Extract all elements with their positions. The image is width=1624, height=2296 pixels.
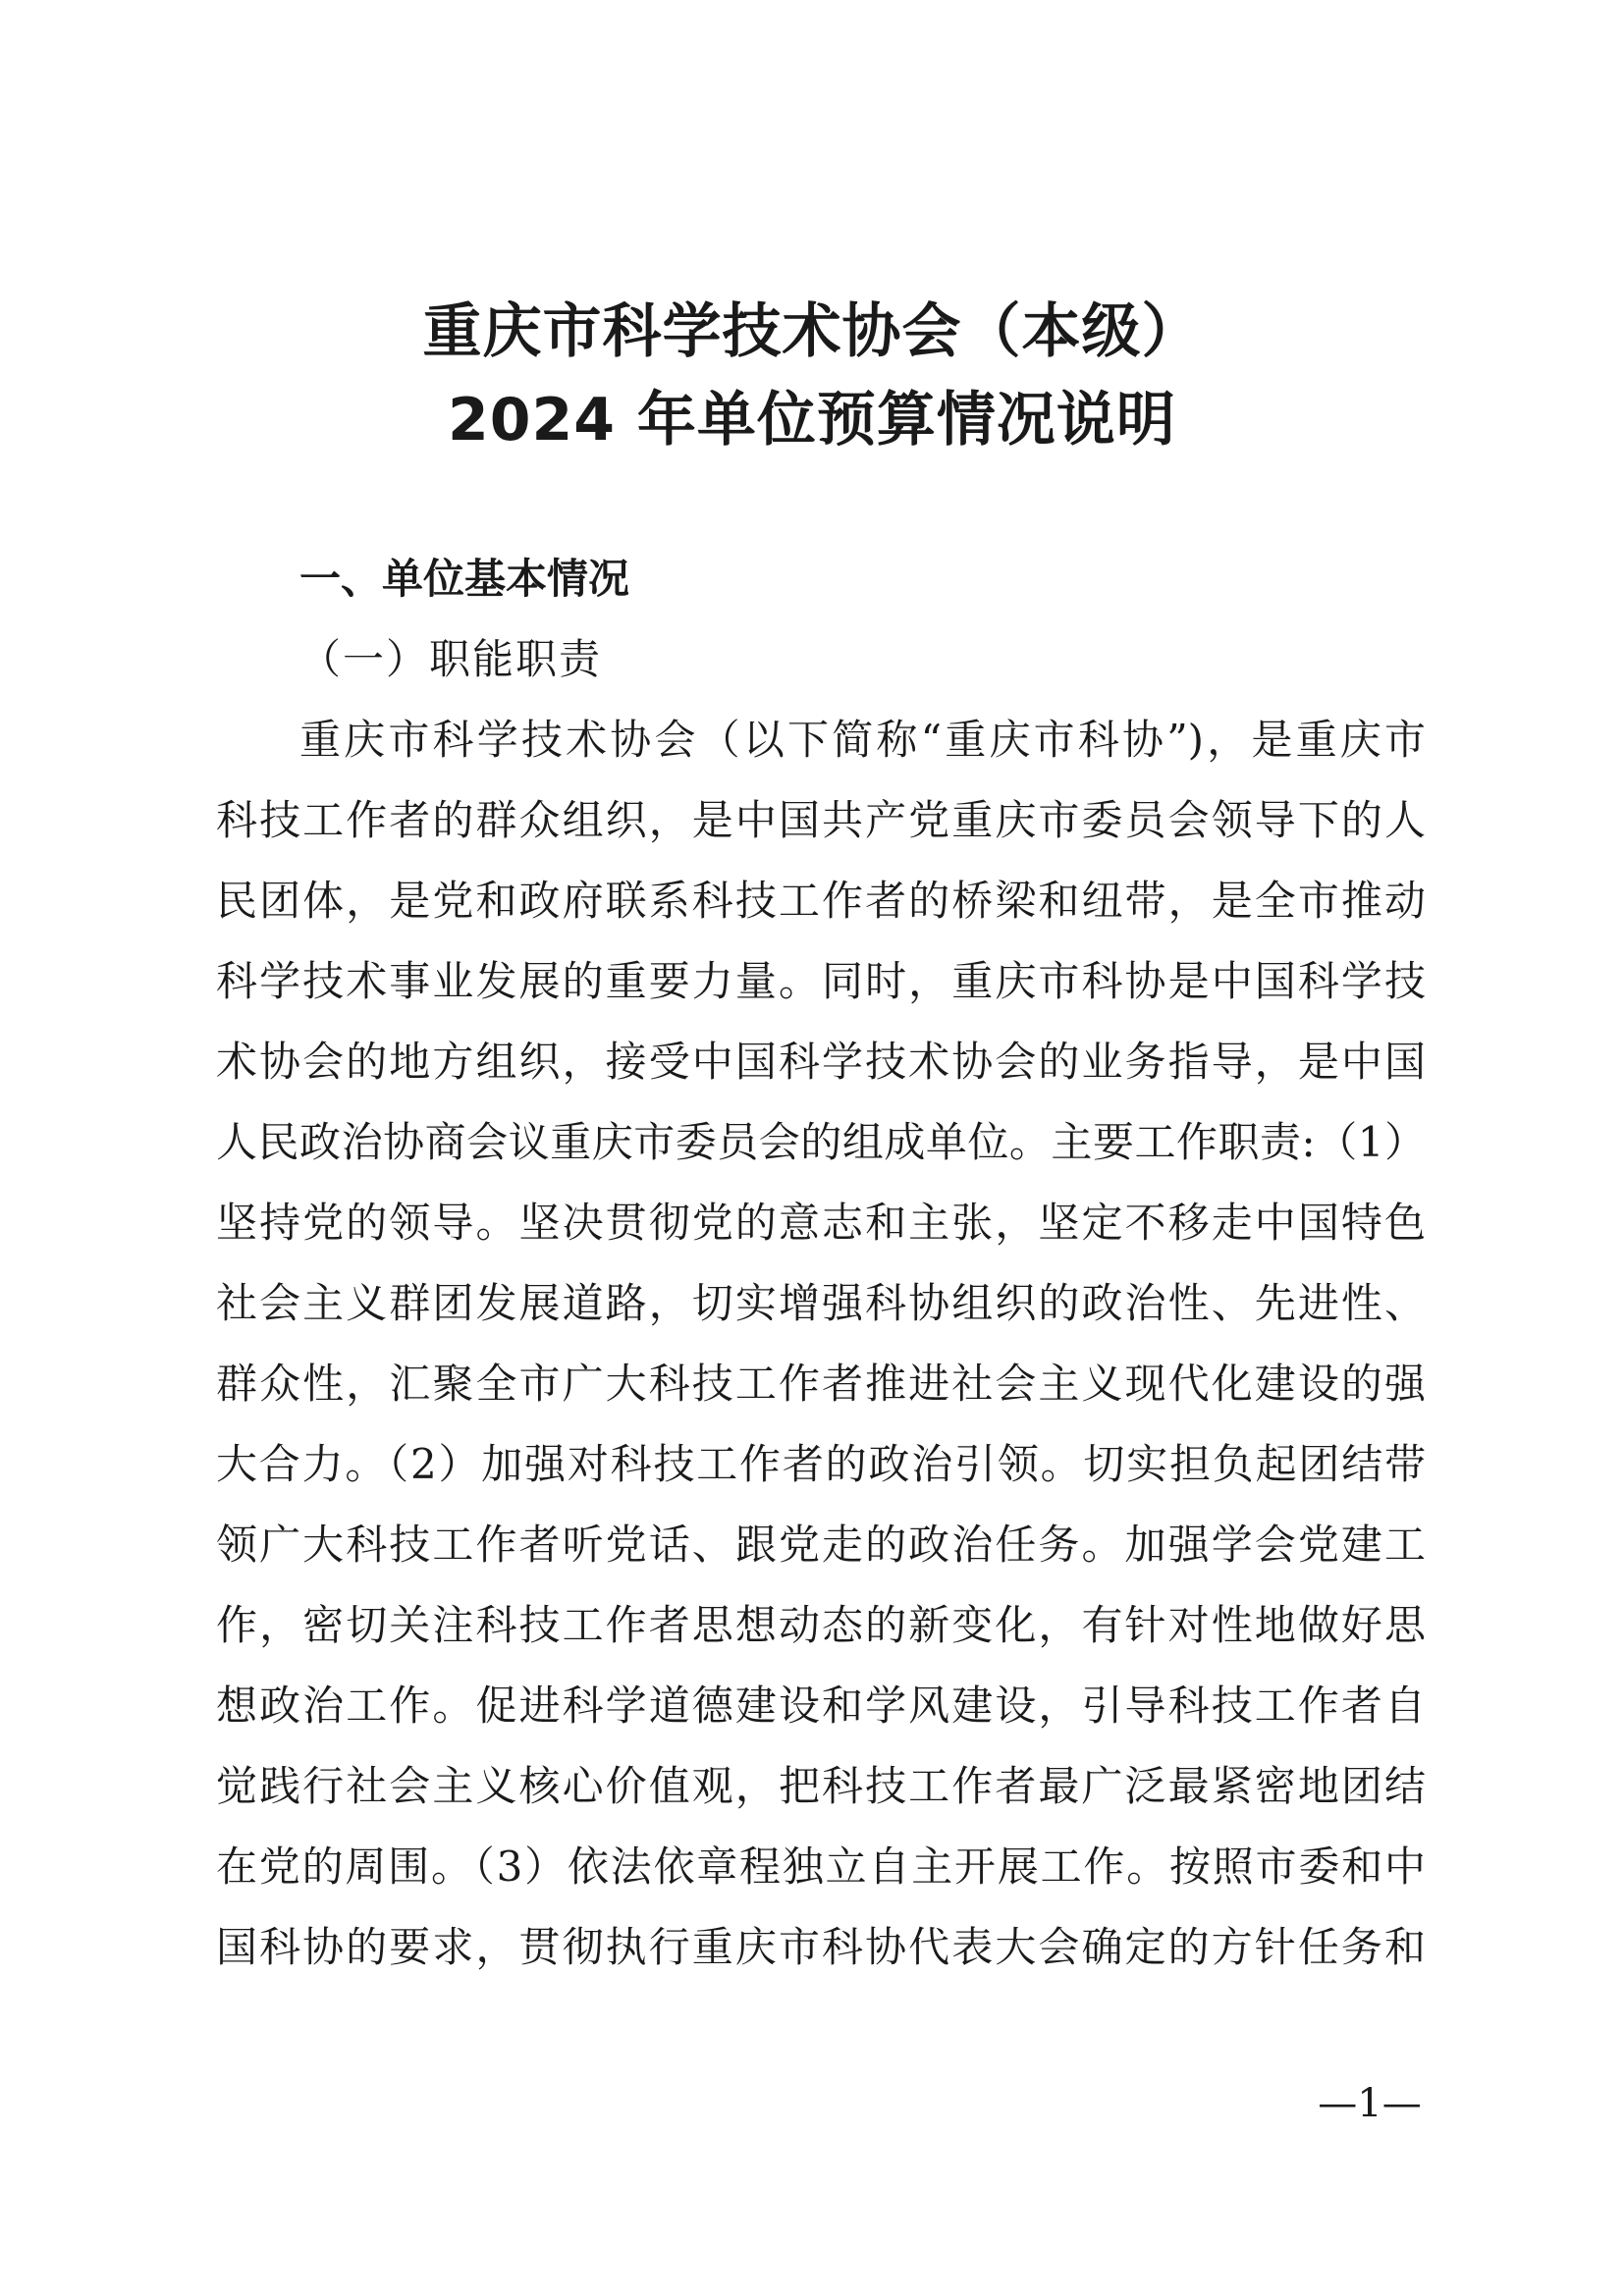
body-line: 科学技术事业发展的重要力量。同时，重庆市科协是中国科学技 xyxy=(216,957,1426,1005)
body-line: 作，密切关注科技工作者思想动态的新变化，有针对性地做好思 xyxy=(216,1601,1426,1649)
page-number: —1— xyxy=(1318,2081,1422,2126)
body-line: 大合力。（2）加强对科技工作者的政治引领。切实担负起团结带 xyxy=(216,1440,1426,1488)
document-title-line-1: 重庆市科学技术协会（本级） xyxy=(422,297,1202,366)
body-line: 术协会的地方组织，接受中国科学技术协会的业务指导，是中国 xyxy=(216,1038,1426,1086)
section-heading: 一、单位基本情况 xyxy=(299,555,630,603)
body-line: 科技工作者的群众组织，是中国共产党重庆市委员会领导下的人 xyxy=(216,796,1426,844)
body-line: 群众性，汇聚全市广大科技工作者推进社会主义现代化建设的强 xyxy=(216,1360,1426,1408)
body-line: 觉践行社会主义核心价值观，把科技工作者最广泛最紧密地团结 xyxy=(216,1762,1426,1810)
body-line: 在党的周围。（3）依法依章程独立自主开展工作。按照市委和中 xyxy=(216,1842,1426,1891)
body-line: 民团体，是党和政府联系科技工作者的桥梁和纽带，是全市推动 xyxy=(216,877,1426,925)
body-line: 领广大科技工作者听党话、跟党走的政治任务。加强学会党建工 xyxy=(216,1521,1426,1569)
body-line: 社会主义群团发展道路，切实增强科协组织的政治性、先进性、 xyxy=(216,1279,1426,1327)
body-line: 国科协的要求，贯彻执行重庆市科协代表大会确定的方针任务和 xyxy=(216,1923,1426,1971)
subsection-heading: （一）职能职责 xyxy=(299,635,603,683)
body-line: 想政治工作。促进科学道德建设和学风建设，引导科技工作者自 xyxy=(216,1682,1426,1730)
body-line: 坚持党的领导。坚决贯彻党的意志和主张，坚定不移走中国特色 xyxy=(216,1199,1426,1247)
body-line: 重庆市科学技术协会（以下简称“重庆市科协”)，是重庆市 xyxy=(299,716,1426,764)
body-line: 人民政治协商会议重庆市委员会的组成单位。主要工作职责:（1） xyxy=(216,1118,1426,1166)
document-title-line-2: 2024 年单位预算情况说明 xyxy=(448,386,1176,454)
